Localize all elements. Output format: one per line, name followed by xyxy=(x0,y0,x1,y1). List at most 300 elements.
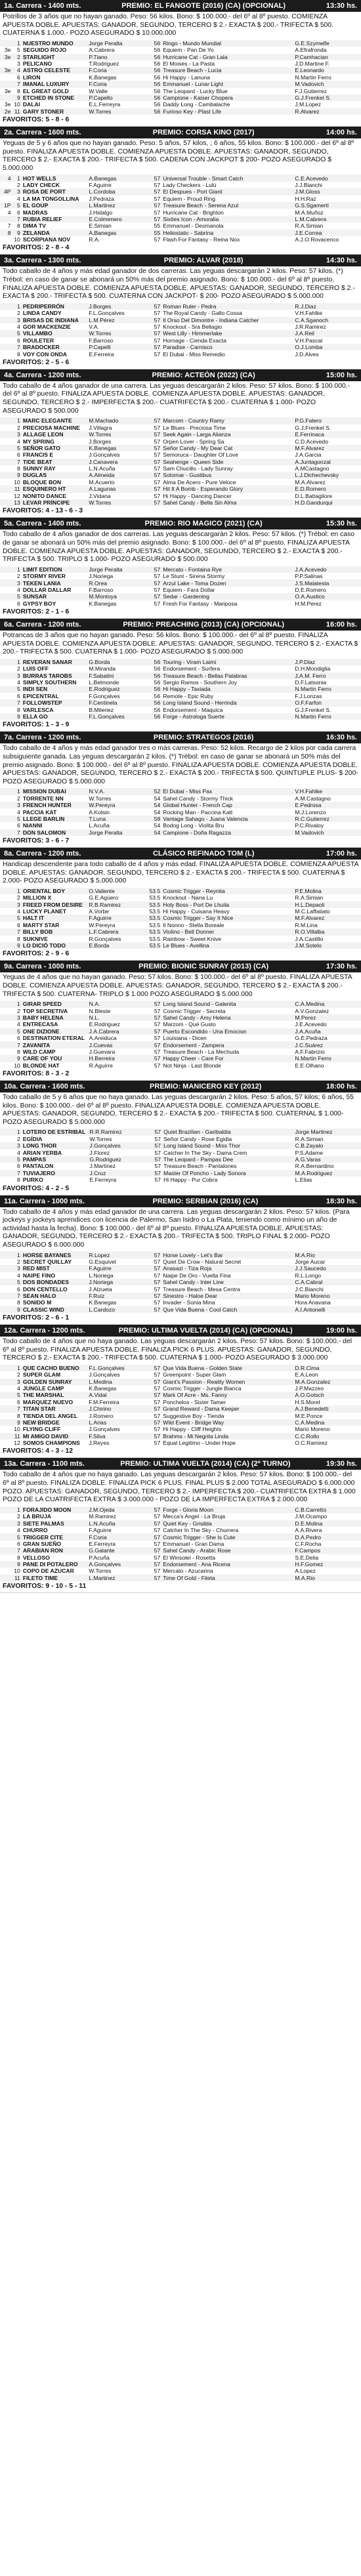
runner-last-result xyxy=(0,1527,12,1533)
runner-last-result xyxy=(0,60,12,67)
runner-last-result xyxy=(0,1008,12,1014)
runner-weight: 53.5 xyxy=(144,888,162,894)
runner-name: SIETE PALMAS xyxy=(22,1520,88,1527)
runner-pedigree: Happy Cheer - Care For xyxy=(161,1055,293,1062)
runner-jockey: W.Pereyra xyxy=(87,802,144,808)
runner-trainer: H.L.Depaoli xyxy=(293,902,361,908)
runner-weight: 57 xyxy=(154,209,161,216)
runner-trainer: Jorge Martinez xyxy=(294,1129,361,1135)
runner-last-result xyxy=(0,1541,12,1547)
runner-weight: 57 xyxy=(144,1251,162,1258)
runner-trainer: A.V.Gonzalez xyxy=(295,1007,329,1014)
runner-number: 5 xyxy=(12,330,21,337)
runner-weight: 57 xyxy=(154,195,161,202)
runner-name: RUBIA RELIEF xyxy=(22,216,88,222)
runner-trainer: J.M.Gloss xyxy=(293,188,361,195)
runner-trainer: J.E.Correa xyxy=(293,230,361,236)
table-row xyxy=(0,303,361,310)
runner-trainer: J.C.Suárez xyxy=(293,1041,361,1048)
runner-weight: 57 xyxy=(144,1365,162,1371)
runner-name: TRIGGER CITE xyxy=(22,1533,88,1540)
runner-name: QUE CACHO BUENO xyxy=(22,1365,88,1371)
runner-number: 3 xyxy=(12,431,21,438)
runner-weight: 57 xyxy=(154,350,161,358)
runner-name: TUVIAJERO xyxy=(22,1170,89,1176)
runner-pedigree: Equiem - Proud Ring xyxy=(163,195,216,202)
runner-name: ESQUINERO HT xyxy=(22,486,88,492)
runner-number: 8 xyxy=(17,87,20,94)
table-row xyxy=(0,1170,361,1176)
runner-pedigree: El Dubai - Miss Pax xyxy=(161,788,293,795)
runners-table xyxy=(0,417,361,506)
race-conditions: Todo caballo de 4 años y más edad ganador de dos carreras. Las yeguas descargarán 2 kilos. Peso: 57 kilos. (*) Trébol: en caso de ganar se abonará un 50% más del premio asignado. Bono: $ 100.000.- del 6º al 8º puesto. FINALIZA APUESTA DOBLE. COMIENZA APUESTA DOBLE. APUESTAS: GANADOR, SEGUNDO, TERCERO $ 2.- EXACTA $ 200.- TRIFECTA $ 500. CUATERNA CON JACKPOT- $ 200- POZO ASEGURADO $ 5.000.000 xyxy=(3,268,355,301)
runner-name: ASTRO CELESTE xyxy=(22,67,88,73)
runner-pedigree: Daddy Long - Cambalache xyxy=(163,101,230,108)
runner-jockey: J.Reyes xyxy=(89,1440,110,1447)
runner-weight: 56 xyxy=(154,47,161,54)
runner-number: 5 xyxy=(12,1156,21,1163)
runner-number: 7 xyxy=(12,1547,21,1554)
runner-number: 1 xyxy=(12,303,21,310)
runner-weight: 57 xyxy=(154,1568,161,1575)
runners-table xyxy=(0,40,361,115)
table-row xyxy=(0,659,361,665)
table-row xyxy=(0,1379,361,1385)
runner-number: 4 xyxy=(16,1149,20,1156)
runner-pedigree: Orpen Lover - Spring Sa xyxy=(163,438,224,445)
runner-jockey: N.Bleste xyxy=(89,1007,111,1014)
table-row xyxy=(0,1014,361,1021)
table-row xyxy=(0,94,361,101)
runner-name: COPO DE AZUCAR xyxy=(22,1568,74,1575)
runner-number: 5 xyxy=(12,593,21,600)
runner-name: SUNSAR xyxy=(22,593,88,600)
runner-weight: 56 xyxy=(154,101,161,108)
race-title: 6a. Carrera - 1200 mts. xyxy=(4,621,81,629)
table-row xyxy=(0,479,361,486)
race-prize: PREMIO: ACTEÓN (2022) (CA) xyxy=(152,371,255,379)
race-conditions: Todo caballo de 5 y 6 años que no haya ganado. Las yeguas descargarán 2 kilos. Peso: 5 años, 57 kilos; 6 años, 55 kilos. Bono: $ 100.000.- del 6º al 8º puesto. FINALIZA APUESTA DOBLE. COMIENZA APUESTA DOBLE. APUESTAS: GANADOR, SEGUNDO, TERCERO $ 2.- EXACTA $ 200.- TRIFECTA $ 500. CUATERNAL $ 1.000- POZO ASEGURADO $ 5.000.000 xyxy=(3,1094,354,1126)
race-time: 18:00 hs. xyxy=(326,1083,357,1091)
table-row xyxy=(0,459,361,465)
race-favorites: FAVORITOS: 3 - 6 - 7 xyxy=(3,837,70,845)
runner-last-result xyxy=(0,1399,12,1405)
runner-pedigree: Sinestro - Haloe Dear xyxy=(161,1293,293,1299)
runner-number: 1 xyxy=(12,659,21,665)
table-row xyxy=(0,600,361,607)
runner-trainer: F.J.Gutierrez xyxy=(295,87,328,94)
runner-jockey: Jorge Peralta xyxy=(87,40,144,47)
race-title: 12a. Carrera - 1200 mts. xyxy=(4,1327,85,1335)
runner-weight: 57 xyxy=(144,1055,162,1062)
runner-trainer: M.A.Muñoz xyxy=(295,209,324,216)
runner-jockey: F.Silva xyxy=(87,1433,144,1440)
runner-jockey: J.Cruz xyxy=(89,1170,145,1176)
runner-pedigree: Quiet Key - Grisilda xyxy=(161,1520,293,1527)
runner-pedigree: Touring - Viram Laimi xyxy=(161,659,293,665)
runner-weight: 57 xyxy=(144,431,162,438)
runner-last-result xyxy=(0,908,12,915)
runner-name: LIMIT EDITION xyxy=(22,566,88,573)
table-row xyxy=(0,908,361,915)
runner-trainer: E.D.Romero xyxy=(293,486,361,492)
runner-jockey: W.Torres xyxy=(87,330,144,337)
table-row xyxy=(0,1049,361,1055)
runner-pedigree: Quiet De Crow - Natural Secret xyxy=(163,1258,242,1265)
runner-trainer: A.Lopez xyxy=(295,1568,316,1575)
runner-weight: 57 xyxy=(144,1419,162,1426)
runner-trainer: C.E.Acevedo xyxy=(293,175,361,181)
runner-trainer: H.D.Gandurqui xyxy=(293,499,361,506)
runner-last-result xyxy=(0,1258,12,1265)
runner-trainer: V.H.Fahlke xyxy=(293,788,361,795)
runner-last-result xyxy=(0,816,12,822)
runner-jockey: L.N.Acuña xyxy=(87,1520,144,1527)
race-prize: PREMIO: EL FANGOTE (2016) (CA) (OPCIONAL) xyxy=(121,2,286,10)
runner-last-result xyxy=(0,40,12,47)
runner-jockey: N.L. xyxy=(88,1014,144,1021)
runner-name: GRAN SUEÑO xyxy=(22,1540,62,1547)
runner-jockey: W.Torres xyxy=(89,1568,112,1575)
runner-weight: 52 xyxy=(144,788,162,795)
runner-name: BRADOCKER xyxy=(22,344,88,350)
table-row xyxy=(0,1136,361,1142)
table-row xyxy=(0,1176,361,1183)
runner-pedigree: Forge - Gloria Moon xyxy=(161,1506,293,1513)
table-row xyxy=(0,1021,361,1028)
runner-jockey: F.L.Gonçalves xyxy=(87,1365,144,1371)
table-row xyxy=(0,472,361,478)
runner-number: 1 xyxy=(12,1001,21,1007)
runner-number: 6 xyxy=(17,692,20,699)
runner-number: 8 xyxy=(17,1412,20,1419)
runner-jockey: L.Noriega xyxy=(89,1272,114,1279)
runner-jockey: L.M.Pérez xyxy=(87,317,144,323)
runner-weight: 57 xyxy=(144,1405,162,1412)
runner-last-result: 8 xyxy=(0,230,12,236)
runner-weight: 57 xyxy=(144,1142,162,1149)
runner-jockey: M.Machado xyxy=(87,417,144,424)
runners-table xyxy=(0,566,361,607)
runner-trainer: M.A.Gonzalez xyxy=(293,1379,361,1385)
runner-last-result xyxy=(0,902,12,908)
runner-weight: 53.5 xyxy=(144,928,162,935)
runner-name: DON SALOMON xyxy=(22,829,88,836)
table-row xyxy=(0,47,361,53)
runner-weight: 56 xyxy=(144,40,162,47)
runner-pedigree: Giant's Passion - Reality Women xyxy=(161,1379,293,1385)
runner-last-result xyxy=(0,707,12,713)
runner-trainer: H.H.Raz xyxy=(295,195,316,202)
table-row xyxy=(0,1055,361,1062)
runner-trainer: L.J.Dichechevsky xyxy=(293,472,361,478)
race-header xyxy=(0,848,361,860)
runner-weight: 54 xyxy=(154,795,161,802)
runner-trainer: D.A.Pedro xyxy=(293,1533,361,1540)
runner-last-result xyxy=(0,1392,12,1398)
table-row xyxy=(0,438,361,444)
runner-number: 7 xyxy=(12,1405,21,1412)
runner-pedigree: Violino - Bell Donner xyxy=(161,928,293,935)
runner-weight: 57 xyxy=(154,586,161,593)
runner-jockey: L.Medina xyxy=(87,1379,144,1385)
runner-jockey: J.Noriega xyxy=(89,573,114,580)
runner-trainer: D.R.Cima xyxy=(293,1365,361,1371)
runner-trainer: P.Camhacian xyxy=(293,54,361,60)
runner-trainer: A.Efrafronda xyxy=(295,47,327,54)
runner-trainer: V.H.Pascal xyxy=(295,337,323,344)
runner-jockey: R.Gonçalves xyxy=(89,935,121,942)
runner-weight: 56 xyxy=(154,73,161,81)
runner-trainer: A.A.Rivera xyxy=(295,1527,322,1534)
runner-name: LUCKY PLANET xyxy=(22,908,67,915)
runner-pedigree: Catcher In The Sky - Dama Crem xyxy=(163,1149,247,1156)
runner-pedigree: Sahel Candy - Amy Helena xyxy=(161,1014,293,1021)
runner-last-result xyxy=(0,1520,12,1527)
race-conditions: Todo caballo de 4 años y más edad ganador de una carrera. Las yeguas descargarán 2 kilos. Peso: 57 kilos. (Para jockeys y jockeys aprendices con licencia de Palermo, San Isidro o La Plata, teniendo como mínimo un año de actividad hasta la fecha). Bono: $ 100.000.- del 6º al 8º puesto. FINALIZA APUESTA DOBLE. APUESTAS: GANADOR, SEGUNDO, TERCERO $ 2.- EXACTA $ 200.- TRIFECTA $ 500. TRIPLO FINAL $ 2.000- POZO ASEGURADO $ 6.000.000 xyxy=(3,1208,350,1249)
runner-last-result xyxy=(0,942,12,949)
runner-pedigree: Louisiana - Dicen xyxy=(163,1035,207,1042)
runner-pedigree: Not Ninja - Last Blonde xyxy=(163,1062,221,1069)
runner-jockey: J.Vidana xyxy=(89,492,111,499)
runner-pedigree: Hurricane Cat - Brighton xyxy=(163,209,224,216)
runner-name: DON CENTELLO xyxy=(22,1285,68,1293)
race-time: 18:30 hs. xyxy=(326,1197,357,1205)
runner-last-result xyxy=(0,323,12,330)
table-row xyxy=(0,829,361,836)
runner-trainer: G.J.Frenkel S. xyxy=(293,94,361,101)
runner-jockey: P.Acuña xyxy=(89,1554,110,1561)
runner-trainer: D.H.Mondiglia xyxy=(295,665,331,673)
runner-pedigree: Puerto Escondido - Una Emocion xyxy=(161,1028,293,1035)
runner-trainer: N.Martin Ferro xyxy=(295,73,331,81)
runner-jockey: M.Ramirez xyxy=(89,1513,116,1520)
runner-weight: 57 xyxy=(154,181,161,188)
runner-trainer: C.B.Carretto xyxy=(293,1506,361,1513)
runner-trainer: D.E.Romero xyxy=(295,586,326,593)
runner-jockey: A.Areiduca xyxy=(89,1035,117,1042)
runner-number: 2 xyxy=(17,1007,20,1014)
race-favorites: FAVORITOS: 4 - 3 - 12 xyxy=(3,1447,74,1455)
runner-weight: 57 xyxy=(154,1176,161,1184)
runner-last-result xyxy=(0,1049,12,1055)
runner-trainer: R.O.Villalba xyxy=(293,928,361,935)
runner-number: 12 xyxy=(14,1440,20,1447)
runner-pedigree: The Leopard - Pampas Dee xyxy=(162,1156,294,1163)
runner-jockey: R.A. xyxy=(89,236,100,243)
runner-number: 1 xyxy=(12,1251,21,1258)
runner-trainer: M.Vadovich xyxy=(293,81,361,87)
table-row xyxy=(0,417,361,424)
runner-last-result xyxy=(0,1306,12,1313)
runner-trainer: J.A.Castillo xyxy=(295,935,324,942)
runner-trainer: O.J.Lomba xyxy=(293,344,361,350)
table-row xyxy=(0,1265,361,1272)
table-row xyxy=(0,816,361,822)
table-row xyxy=(0,209,361,215)
runner-weight: 57 xyxy=(144,486,162,492)
table-row xyxy=(0,1285,361,1292)
runner-jockey: E.Ferreyra xyxy=(89,1540,116,1547)
runner-name: DOLLAR DALLAR xyxy=(22,586,72,593)
runner-trainer: R.C.Gutierrez xyxy=(293,816,361,822)
runner-last-result xyxy=(0,1533,12,1540)
runner-jockey: R.B.Ramirez xyxy=(87,902,144,908)
runner-weight: 57 xyxy=(144,472,162,478)
runner-trainer: R.J.Diaz xyxy=(293,303,361,310)
runner-jockey: J.Romero xyxy=(89,1412,114,1419)
runner-trainer: Jorge Aucar xyxy=(295,1258,326,1265)
runner-trainer: N.Martin Ferro xyxy=(293,686,361,692)
runner-trainer: J.C.Bianchi xyxy=(295,1285,324,1293)
race-conditions: Potrillos de 3 años que no hayan ganado. Peso: 56 kilos. Bono: $ 100.000.- del 6º al 8º puesto. COMIENZA APUESTA DOBLE. APUESTAS: GANADOR, SEGUNDO, TERCERO $ 2.- EXACTA $ 200.- TRIFECTA $ 500. CUATERNA $ 1.000.- POZO ASEGURADO $ 10.000.000 xyxy=(3,13,334,37)
runner-number: 9 xyxy=(12,94,21,101)
runner-weight: 57 xyxy=(154,492,161,499)
runner-last-result xyxy=(0,587,12,593)
runner-jockey: W.Torres xyxy=(89,795,112,802)
runner-weight: 57 xyxy=(154,1149,161,1156)
runner-name: LINDA CANDY xyxy=(22,310,62,317)
runner-number: 5 xyxy=(12,816,21,822)
race-time: 17:00 hs. xyxy=(326,850,357,858)
race-header xyxy=(0,1325,361,1337)
runner-trainer: C.F.Rocha xyxy=(295,1540,322,1547)
runner-jockey: J.Alzueta xyxy=(89,1285,112,1293)
runner-number: 2 xyxy=(17,424,20,431)
runner-name: VOY CON ONDA xyxy=(22,350,67,358)
runner-pedigree: Sotomar - Gustibus xyxy=(161,472,293,478)
table-row xyxy=(0,1392,361,1398)
runner-last-result xyxy=(0,236,12,243)
runner-last-result xyxy=(0,81,12,87)
runner-pedigree: Sam Chucillo - Lady Sunray xyxy=(163,465,233,472)
runner-pedigree: Flash For Fantasy - Reina Nox xyxy=(163,236,240,243)
race-title: 8a. Carrera - 1200 mts. xyxy=(4,850,81,858)
race-header xyxy=(0,732,361,743)
race-favorites: FAVORITOS: 2 - 5 - 6 xyxy=(3,358,70,366)
runner-last-result xyxy=(0,1547,12,1554)
runner-jockey: W.Torres xyxy=(87,499,144,506)
runner-last-result xyxy=(0,1001,12,1007)
runner-weight: 57 xyxy=(144,1014,162,1021)
runner-name: RED MIST xyxy=(22,1265,88,1272)
runner-pedigree: Sergio Ramos - Southern Joy xyxy=(163,679,237,686)
table-row xyxy=(0,451,361,458)
runner-pedigree: Rainbow - Sweet Knive xyxy=(163,935,222,942)
runner-pedigree: Cosmic Trigger - She Is Cute xyxy=(161,1533,293,1540)
runner-weight: 57 xyxy=(154,600,161,607)
race-favorites: FAVORITOS: 1 - 3 - 9 xyxy=(3,721,70,729)
runner-trainer: A.O.Gotsch xyxy=(293,1392,361,1398)
runner-weight: 57 xyxy=(154,310,161,317)
table-row xyxy=(0,1041,361,1048)
runner-trainer: J.A.Acevedo xyxy=(293,566,361,573)
runner-number: 3 xyxy=(12,579,21,586)
runner-number: 2 xyxy=(17,1258,20,1265)
runner-pedigree: Marcom - Country Ramy xyxy=(161,417,293,424)
table-row xyxy=(0,1426,361,1432)
runner-trainer: J.M.Ocampo xyxy=(295,1513,328,1520)
runner-pedigree: Hi Happy - Cliff Heights xyxy=(163,1426,222,1433)
table-row xyxy=(0,431,361,438)
runner-pedigree: Wild Event - Bridge Way xyxy=(161,1419,293,1426)
race-time: 19:30 hs. xyxy=(326,1460,357,1468)
runner-pedigree: Ringo - Mundo Mundial xyxy=(161,40,293,47)
runner-number: 3 xyxy=(12,188,21,195)
runner-pedigree: Sahel Candy - Stormy Thick xyxy=(163,795,234,802)
runner-jockey: A.Vidal xyxy=(87,1392,144,1398)
table-row xyxy=(0,788,361,795)
runner-number: 3 xyxy=(12,673,21,679)
race-prize: PREMIO: SERBIAN (2016) (CA) xyxy=(152,1197,259,1205)
runner-pedigree: Remote - Epic Ruby xyxy=(163,692,214,699)
runner-name: TIENDA DEL ANGEL xyxy=(22,1412,78,1419)
runner-trainer: L.M.Cabrera xyxy=(293,216,361,222)
runner-jockey: W.Torres xyxy=(89,1135,112,1142)
race-section xyxy=(0,732,361,848)
runner-name: GYPSY BOY xyxy=(22,600,56,607)
runner-pedigree: Hornage - Cienda Exacta xyxy=(163,337,226,344)
runner-trainer: P.C.Rivaloy xyxy=(295,822,324,829)
runner-jockey: G.E.Agüero xyxy=(89,894,119,902)
table-row xyxy=(0,802,361,808)
runner-name: BLOQUE BON xyxy=(22,478,62,486)
runner-weight: 57 xyxy=(144,1265,162,1272)
runner-weight: 57 xyxy=(154,1299,161,1306)
race-section xyxy=(0,961,361,1081)
runner-weight: 56 xyxy=(144,673,162,679)
runner-number: 3 xyxy=(12,1014,21,1021)
runner-number: 10 xyxy=(14,478,20,486)
runners-table xyxy=(0,303,361,358)
race-header xyxy=(0,619,361,631)
table-row xyxy=(0,707,361,713)
table-row xyxy=(0,81,361,87)
race-time: 13:30 hs. xyxy=(326,2,357,10)
table-row xyxy=(0,888,361,894)
runner-pedigree: Semoruca - Daughter Of Love xyxy=(163,451,238,459)
runner-name: LUIS OFF xyxy=(22,665,49,673)
runners-table xyxy=(0,1251,361,1313)
runner-number: 3 xyxy=(12,1379,21,1385)
runner-weight: 57 xyxy=(154,1371,161,1379)
runner-trainer: C.D.Acevedo xyxy=(295,438,328,445)
runner-pedigree: Time Of Gold - Fileta xyxy=(161,1575,293,1581)
runner-number: 9 xyxy=(12,713,21,720)
runner-name: LA MA TONGOLLINA xyxy=(22,195,79,202)
runner-jockey: M.Acuerto xyxy=(89,478,115,486)
runner-name: SUNNY RAY xyxy=(22,465,56,472)
runner-jockey: J.Noriega xyxy=(87,1279,144,1285)
runner-pedigree: Alma De Acero - Pure Veloce xyxy=(163,478,236,486)
runner-name: EL GOUP xyxy=(22,202,88,209)
runner-pedigree: Holy Boss - Port De Lhuila xyxy=(161,902,293,908)
runner-jockey: R.R.Ramirez xyxy=(89,1129,145,1135)
runner-weight: 57 xyxy=(144,1575,162,1581)
runner-weight: 57 xyxy=(144,1533,162,1540)
runner-pedigree: Anasazi - Tiza Roja xyxy=(161,1265,293,1272)
runner-weight: 57 xyxy=(144,344,162,350)
runner-trainer: P.P.Salinas xyxy=(295,573,323,580)
runner-last-result xyxy=(0,922,12,928)
runner-name: STORMY RIVER xyxy=(22,573,66,580)
runner-number: 5 xyxy=(17,47,20,54)
runner-weight: 57 xyxy=(154,1398,161,1405)
table-row xyxy=(0,188,361,195)
runner-name: PURKO xyxy=(22,1176,43,1184)
runner-name: PRECIOSA MACHINE xyxy=(22,424,80,431)
runner-last-result xyxy=(0,573,12,579)
